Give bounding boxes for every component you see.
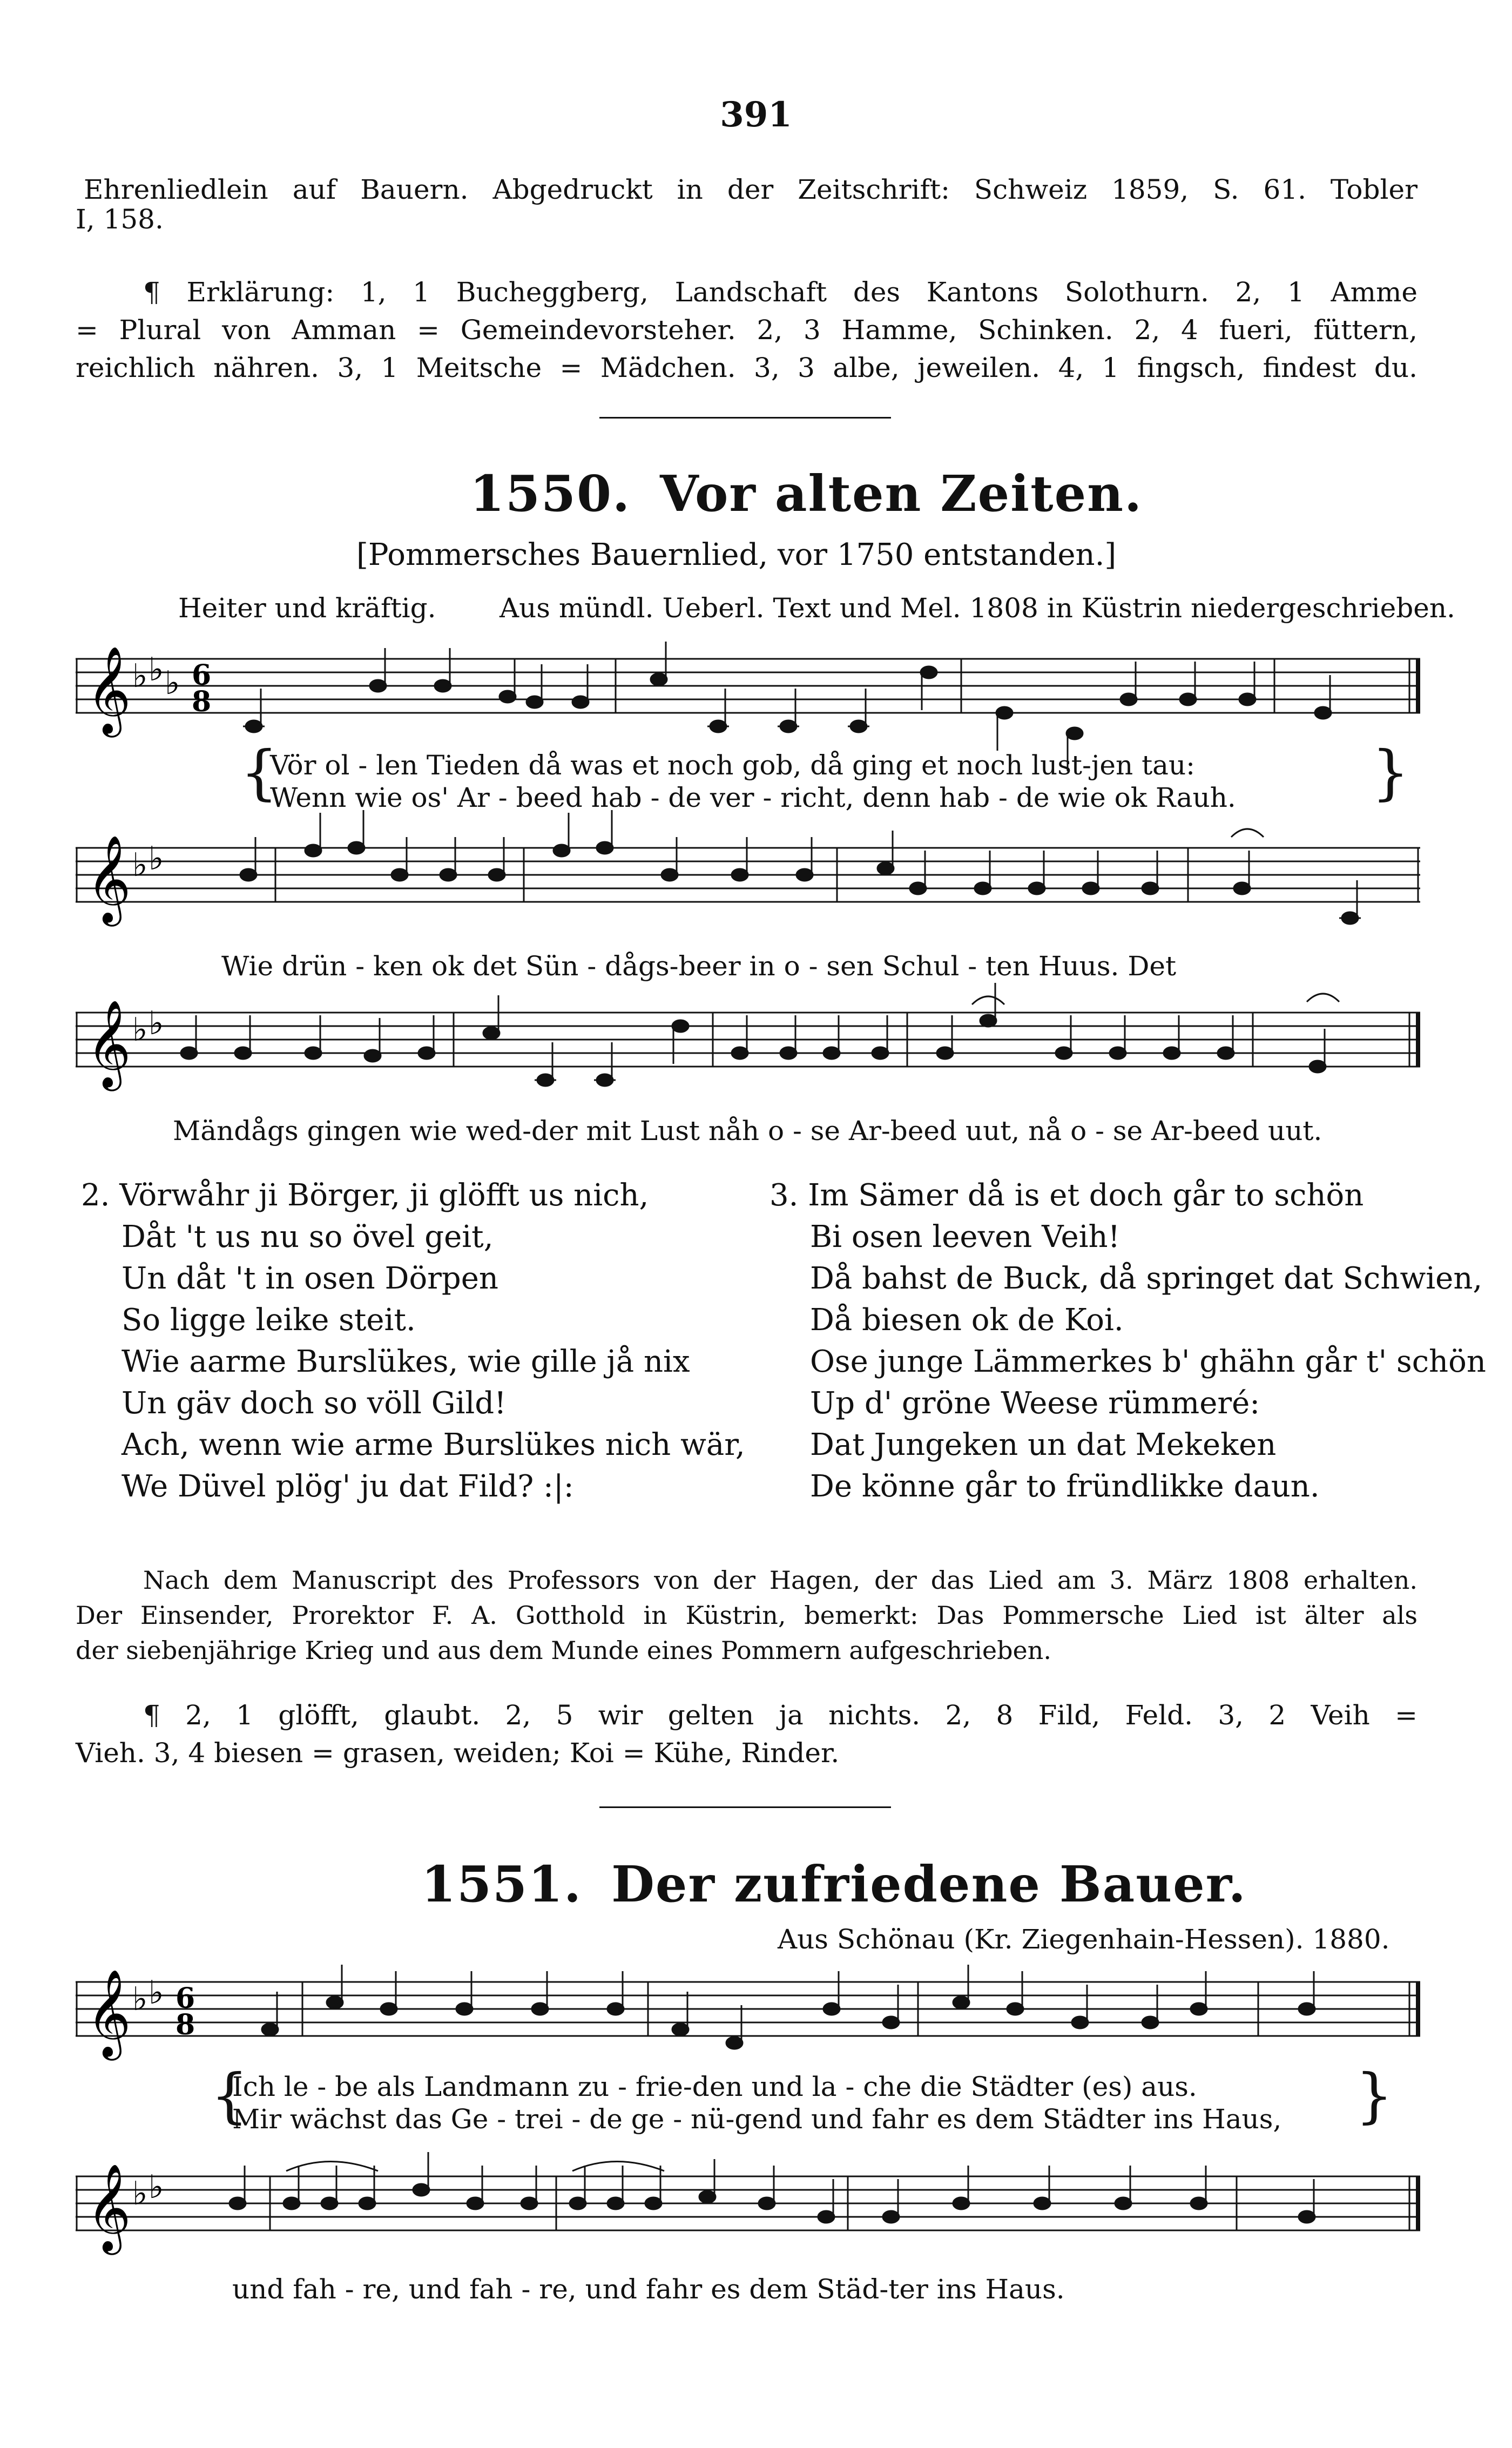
lyric-line: und fah - re, und fah - re, und fahr es dem Städ-ter ins Haus. xyxy=(232,2274,1065,2305)
svg-text:♭: ♭ xyxy=(148,2168,164,2206)
lyric-line: Mändågs gingen wie wed-der mit Lust nåh o - se Ar-beed uut, nå o - se Ar-beed uut. xyxy=(173,1115,1322,1147)
tempo-marking: Heiter und kräftig. xyxy=(178,592,436,624)
source-note-line: I, 158. xyxy=(76,204,164,235)
page-number: 391 xyxy=(720,95,792,135)
explanation-line: reichlich nähren. 3, 1 Meitsche = Mädchen. 3, 3 albe, jeweilen. 4, 1 fingsch, findest du. xyxy=(76,352,1418,383)
lyric-line: Wenn wie os' Ar - beed hab - de ver - richt, denn hab - de wie ok Rauh. xyxy=(270,782,1236,813)
stanza-3 xyxy=(770,1175,1486,1507)
music-staff-4 xyxy=(76,1960,1420,2079)
manuscript-note-line: der siebenjährige Krieg und aus dem Munde eines Pommern aufgeschrieben. xyxy=(76,1636,1052,1665)
lyric-line: Vör ol - len Tieden då was et noch gob, då ging et noch lust-jen tau: xyxy=(270,750,1196,781)
lyric-line: Ich le - be als Landmann zu - frie-den und la - che die Städter (es) aus. xyxy=(232,2071,1197,2102)
stanza-line: Ach, wenn wie arme Burslükes nich wär, xyxy=(122,1427,745,1462)
glossary-line: ¶ 2, 1 glöfft, glaubt. 2, 5 wir gelten ja nichts. 2, 8 Fild, Feld. 3, 2 Veih = xyxy=(143,1700,1418,1731)
svg-text:♭: ♭ xyxy=(148,1974,164,2012)
manuscript-note-line: Nach dem Manuscript des Professors von der Hagen, der das Lied am 3. März 1808 erhalten. xyxy=(143,1566,1418,1595)
lyric-brace: } xyxy=(1355,2061,1393,2130)
svg-text:♭: ♭ xyxy=(132,657,148,695)
lyric-brace: { xyxy=(240,738,278,807)
svg-text:♭: ♭ xyxy=(148,651,164,689)
svg-text:♭: ♭ xyxy=(132,2175,148,2213)
treble-clef-icon: 𝄞 xyxy=(86,646,131,734)
stanza-line: Ose junge Lämmerkes b' ghähn går t' schön xyxy=(810,1344,1486,1379)
song-title: Vor alten Zeiten. xyxy=(660,464,1143,523)
section-divider xyxy=(599,1806,891,1808)
time-signature-top: 6 xyxy=(176,1982,195,2015)
time-signature-top: 6 xyxy=(192,659,212,692)
stanza-line: Un dåt 't in osen Dörpen xyxy=(122,1261,498,1296)
svg-text:♭: ♭ xyxy=(148,840,164,878)
song-number: 1550. xyxy=(470,464,631,523)
lyric-line: Mir wächst das Ge - trei - de ge - nü-gend und fahr es dem Städter ins Haus, xyxy=(232,2103,1282,2135)
song-title: Der zufriedene Bauer. xyxy=(611,1855,1247,1913)
stanza-line: Dat Jungeken un dat Mekeken xyxy=(810,1427,1277,1462)
glossary-line: Vieh. 3, 4 biesen = grasen, weiden; Koi = Kühe, Rinder. xyxy=(76,1737,840,1769)
stanza-line: Wie aarme Burslükes, wie gille jå nix xyxy=(122,1344,690,1379)
manuscript-note-line: Der Einsender, Prorektor F. A. Gotthold in Küstrin, bemerkt: Das Pommersche Lied ist älter als xyxy=(76,1601,1418,1630)
treble-clef-icon: 𝄞 xyxy=(86,2163,131,2251)
lyric-line: Wie drün - ken ok det Sün - dågs-beer in o - sen Schul - ten Huus. Det xyxy=(221,950,1177,982)
stanza-line: Bi osen leeven Veih! xyxy=(810,1219,1120,1255)
stanza-line: Då bahst de Buck, då springet dat Schwien, xyxy=(810,1261,1483,1296)
song-heading xyxy=(470,464,1143,523)
stanza-line: We Düvel plög' ju dat Fild? :|: xyxy=(122,1469,574,1504)
stanza-line: So ligge leike steit. xyxy=(122,1303,416,1338)
svg-text:♭: ♭ xyxy=(132,1011,148,1049)
music-staff-3 xyxy=(76,991,1420,1115)
music-staff-5 xyxy=(76,2155,1420,2274)
source-note-line: Ehrenliedlein auf Bauern. Abgedruckt in der Zeitschrift: Schweiz 1859, S. 61. Tobler xyxy=(84,174,1418,205)
section-divider xyxy=(599,417,891,419)
stanza-line: 3. Im Sämer då is et doch går to schön xyxy=(770,1178,1364,1213)
music-staff-2 xyxy=(76,826,1420,950)
explanation-line: = Plural von Amman = Gemeindevorsteher. 2, 3 Hamme, Schinken. 2, 4 fueri, füttern, xyxy=(76,314,1418,346)
song-source: Aus Schönau (Kr. Ziegenhain-Hessen). 1880. xyxy=(778,1924,1390,1955)
explanation-line: ¶ Erklärung: 1, 1 Bucheggberg, Landschaft des Kantons Solothurn. 2, 1 Amme xyxy=(143,277,1418,308)
time-signature-bottom: 8 xyxy=(176,2008,195,2041)
svg-text:♭: ♭ xyxy=(148,1004,164,1042)
stanza-line: Då biesen ok de Koi. xyxy=(810,1303,1124,1338)
lyric-brace: { xyxy=(211,2061,248,2130)
svg-text:♭: ♭ xyxy=(132,1980,148,2018)
stanza-line: Up d' gröne Weese rümmeré: xyxy=(810,1386,1260,1421)
treble-clef-icon: 𝄞 xyxy=(86,1969,131,2057)
time-signature-bottom: 8 xyxy=(192,685,212,718)
stanza-line: Un gäv doch so völl Gild! xyxy=(122,1386,507,1421)
stanza-2 xyxy=(81,1175,745,1507)
song-source: Aus mündl. Ueberl. Text und Mel. 1808 in Küstrin niedergeschrieben. xyxy=(500,592,1455,624)
stanza-line: 2. Vörwåhr ji Börger, ji glöfft us nich, xyxy=(81,1178,649,1213)
stanza-line: Dåt 't us nu so övel geit, xyxy=(122,1219,494,1255)
song-subtitle: [Pommersches Bauernlied, vor 1750 entstanden.] xyxy=(356,537,1117,572)
song-heading xyxy=(421,1855,1247,1913)
lyric-brace: } xyxy=(1372,738,1409,807)
treble-clef-icon: 𝄞 xyxy=(86,1000,131,1088)
stanza-line: De könne går to fründlikke daun. xyxy=(810,1469,1320,1504)
treble-clef-icon: 𝄞 xyxy=(86,835,131,923)
svg-text:♭: ♭ xyxy=(165,664,180,702)
svg-text:♭: ♭ xyxy=(132,846,148,884)
song-number: 1551. xyxy=(421,1855,583,1913)
